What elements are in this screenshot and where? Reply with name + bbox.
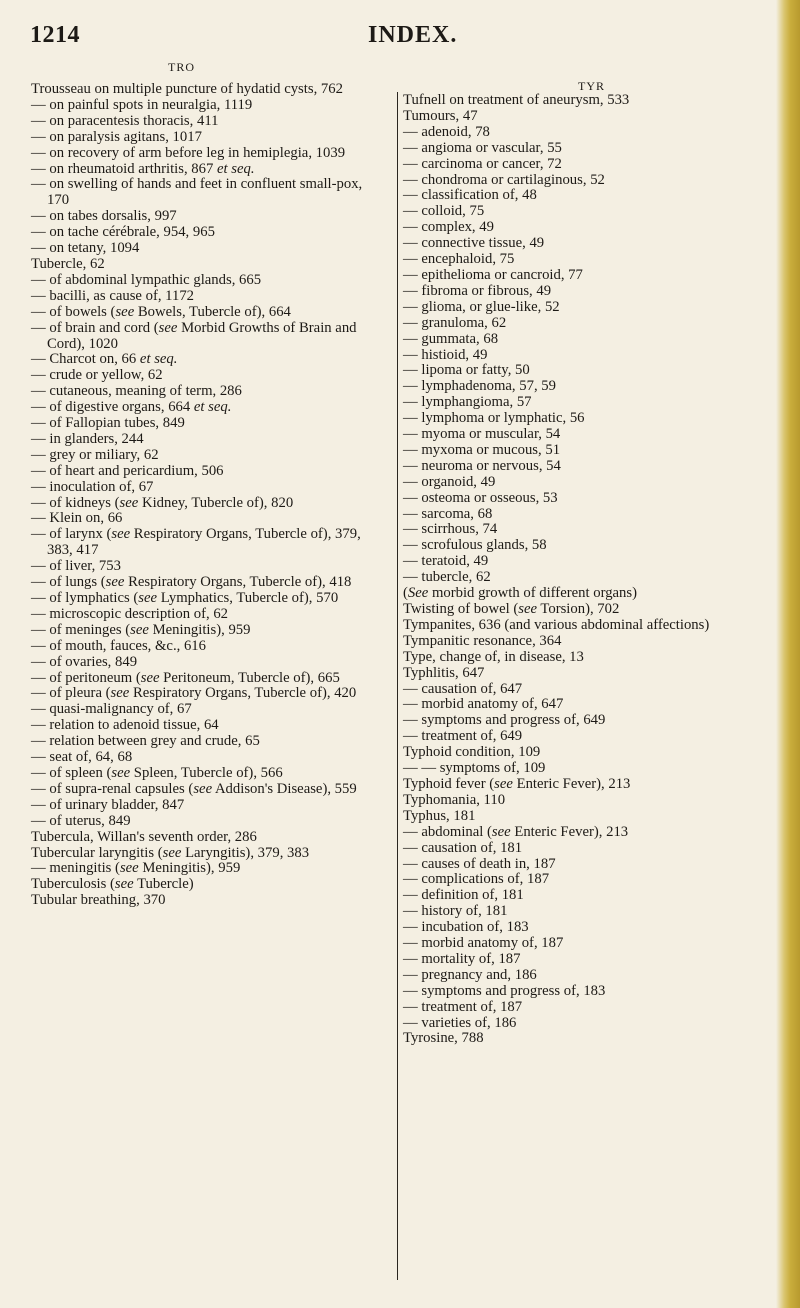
index-entry: — causation of, 181 xyxy=(403,839,523,856)
index-entry: — on swelling of hands and feet in confluent small-pox, 170 xyxy=(31,176,363,209)
index-entry: — histioid, 49 xyxy=(403,346,488,363)
page-title: INDEX. xyxy=(368,22,458,48)
index-entry: — symptoms and progress of, 649 xyxy=(403,712,606,729)
left-index-column xyxy=(31,82,381,909)
index-entry: — complex, 49 xyxy=(403,219,494,236)
index-entry: — mortality of, 187 xyxy=(403,950,521,967)
index-entry: Twisting of bowel (see Torsion), 702 xyxy=(403,601,620,617)
index-entry: Tubercular laryngitis (see Laryngitis), 379, 383 xyxy=(31,844,310,861)
index-entry: — of meninges (see Meningitis), 959 xyxy=(31,621,251,638)
index-entry: Type, change of, in disease, 13 xyxy=(403,648,584,665)
index-entry: — in glanders, 244 xyxy=(31,430,144,447)
index-entry: Tyrosine, 788 xyxy=(403,1030,484,1047)
column-divider xyxy=(397,92,398,1280)
index-entry: — neuroma or nervous, 54 xyxy=(403,457,561,474)
index-entry: — glioma, or glue-like, 52 xyxy=(403,298,560,315)
index-entry: — complications of, 187 xyxy=(403,871,550,888)
index-entry: — on paralysis agitans, 1017 xyxy=(31,128,202,145)
index-entry: Tympanites, 636 (and various abdominal affections) xyxy=(403,616,710,633)
index-entry: — of mouth, fauces, &c., 616 xyxy=(31,637,206,654)
index-entry: — on recovery of arm before leg in hemiplegia, 1039 xyxy=(31,144,346,161)
index-entry: Tubercula, Willan's seventh order, 286 xyxy=(31,828,257,845)
index-entry: — cutaneous, meaning of term, 286 xyxy=(31,383,242,400)
index-entry: — morbid anatomy of, 647 xyxy=(403,696,564,713)
index-entry: — of urinary bladder, 847 xyxy=(31,796,185,813)
index-entry: — of uterus, 849 xyxy=(31,812,131,829)
index-entry: — encephaloid, 75 xyxy=(403,251,515,268)
index-entry: — on tetany, 1094 xyxy=(31,240,140,257)
index-entry: — microscopic description of, 62 xyxy=(31,605,229,622)
index-entry: — of peritoneum (see Peritoneum, Tubercle of), 665 xyxy=(31,669,340,686)
index-entry: — angioma or vascular, 55 xyxy=(403,139,562,156)
index-entry: — treatment of, 187 xyxy=(403,998,523,1015)
index-entry: — chondroma or cartilaginous, 52 xyxy=(403,171,605,188)
right-index-column xyxy=(403,93,758,1047)
index-entry: — classification of, 48 xyxy=(403,187,537,204)
page-gilt-edge xyxy=(776,0,800,1308)
index-entry: Typhoid condition, 109 xyxy=(403,744,541,761)
index-entry: — lymphoma or lymphatic, 56 xyxy=(403,410,585,427)
index-entry: — of liver, 753 xyxy=(31,558,121,575)
index-entry: — meningitis (see Meningitis), 959 xyxy=(31,860,241,877)
index-entry: — relation to adenoid tissue, 64 xyxy=(31,717,219,734)
index-entry: — colloid, 75 xyxy=(403,203,485,220)
index-entry: — on tache cérébrale, 954, 965 xyxy=(31,224,215,241)
index-entry: — lipoma or fatty, 50 xyxy=(403,362,530,379)
index-entry: — quasi-malignancy of, 67 xyxy=(31,701,192,718)
index-entry: Trousseau on multiple puncture of hydatid cysts, 762 xyxy=(31,81,343,97)
index-entry: — adenoid, 78 xyxy=(403,123,490,140)
index-entry: — of lymphatics (see Lymphatics, Tubercle of), 570 xyxy=(31,590,339,606)
index-entry: — treatment of, 649 xyxy=(403,728,523,745)
index-entry: Typhomania, 110 xyxy=(403,791,506,808)
index-entry: Typhlitis, 647 xyxy=(403,664,485,681)
index-entry: — of spleen (see Spleen, Tubercle of), 566 xyxy=(31,764,283,781)
index-entry: — Charcot on, 66 et seq. xyxy=(31,351,178,368)
index-entry: — teratoid, 49 xyxy=(403,553,489,570)
index-entry: — abdominal (see Enteric Fever), 213 xyxy=(403,823,629,840)
index-entry: Typhoid fever (see Enteric Fever), 213 xyxy=(403,775,631,792)
index-entry: — scrofulous glands, 58 xyxy=(403,537,547,554)
index-entry: — myxoma or mucous, 51 xyxy=(403,441,561,458)
index-entry: — inoculation of, 67 xyxy=(31,478,154,495)
index-entry: — tubercle, 62 xyxy=(403,569,491,586)
index-entry: — connective tissue, 49 xyxy=(403,235,545,252)
index-entry: — of heart and pericardium, 506 xyxy=(31,462,224,479)
left-guide-word: TRO xyxy=(168,60,195,74)
index-entry: — Klein on, 66 xyxy=(31,510,123,527)
index-entry: — causes of death in, 187 xyxy=(403,855,556,872)
index-entry: — crude or yellow, 62 xyxy=(31,367,163,384)
index-entry: — bacilli, as cause of, 1172 xyxy=(31,287,195,304)
index-entry: — lymphadenoma, 57, 59 xyxy=(403,378,556,395)
index-entry: — — symptoms of, 109 xyxy=(403,760,546,777)
index-entry: — carcinoma or cancer, 72 xyxy=(403,155,562,172)
index-entry: — morbid anatomy of, 187 xyxy=(403,935,564,952)
index-entry: — granuloma, 62 xyxy=(403,314,507,331)
index-entry: Tuberculosis (see Tubercle) xyxy=(31,876,194,893)
index-entry: — myoma or muscular, 54 xyxy=(403,426,561,443)
index-entry: (See morbid growth of different organs) xyxy=(403,585,638,602)
page-number: 1214 xyxy=(30,22,80,48)
index-entry: — on painful spots in neuralgia, 1119 xyxy=(31,96,253,113)
index-entry: — of ovaries, 849 xyxy=(31,653,138,670)
index-entry: — definition of, 181 xyxy=(403,887,524,904)
index-entry: — of kidneys (see Kidney, Tubercle of), 820 xyxy=(31,494,294,511)
index-entry: — gummata, 68 xyxy=(403,330,499,347)
index-entry: — varieties of, 186 xyxy=(403,1014,517,1031)
index-entry: — causation of, 647 xyxy=(403,680,523,697)
index-entry: Tumours, 47 xyxy=(403,107,478,124)
index-entry: Typhus, 181 xyxy=(403,807,476,824)
index-entry: — on tabes dorsalis, 997 xyxy=(31,208,177,225)
index-entry: — of larynx (see Respiratory Organs, Tubercle of), 379, 383, 417 xyxy=(31,526,361,559)
index-entry: Tubercle, 62 xyxy=(31,255,105,272)
index-entry: — of abdominal lympathic glands, 665 xyxy=(31,271,262,288)
index-entry: — fibroma or fibrous, 49 xyxy=(403,282,552,299)
index-entry: — on rheumatoid arthritis, 867 et seq. xyxy=(31,160,255,177)
index-entry: — organoid, 49 xyxy=(403,473,496,490)
index-entry: Tympanitic resonance, 364 xyxy=(403,632,562,649)
index-entry: — relation between grey and crude, 65 xyxy=(31,733,260,750)
index-entry: — epithelioma or cancroid, 77 xyxy=(403,266,583,283)
index-entry: — of lungs (see Respiratory Organs, Tubercle of), 418 xyxy=(31,574,352,591)
index-entry: — grey or miliary, 62 xyxy=(31,446,159,463)
index-entry: — on paracentesis thoracis, 411 xyxy=(31,112,219,129)
index-entry: — seat of, 64, 68 xyxy=(31,749,133,766)
index-entry: — of brain and cord (see Morbid Growths of Brain and Cord), 1020 xyxy=(31,319,357,352)
index-entry: — of pleura (see Respiratory Organs, Tubercle of), 420 xyxy=(31,685,357,702)
index-entry: — scirrhous, 74 xyxy=(403,521,498,538)
index-entry: — of digestive organs, 664 et seq. xyxy=(31,399,232,416)
index-entry: — symptoms and progress of, 183 xyxy=(403,982,606,999)
index-entry: — of Fallopian tubes, 849 xyxy=(31,415,185,432)
index-entry: — incubation of, 183 xyxy=(403,919,529,936)
index-entry: — sarcoma, 68 xyxy=(403,505,493,522)
right-guide-word: TYR xyxy=(578,79,605,93)
index-entry: — history of, 181 xyxy=(403,903,508,920)
index-entry: — of supra-renal capsules (see Addison's Disease), 559 xyxy=(31,780,357,797)
index-entry: — pregnancy and, 186 xyxy=(403,966,537,983)
index-entry: — osteoma or osseous, 53 xyxy=(403,489,558,506)
index-entry: — of bowels (see Bowels, Tubercle of), 664 xyxy=(31,303,291,320)
index-entry: — lymphangioma, 57 xyxy=(403,394,532,411)
index-entry: Tubular breathing, 370 xyxy=(31,892,166,909)
index-entry: Tufnell on treatment of aneurysm, 533 xyxy=(403,92,630,108)
